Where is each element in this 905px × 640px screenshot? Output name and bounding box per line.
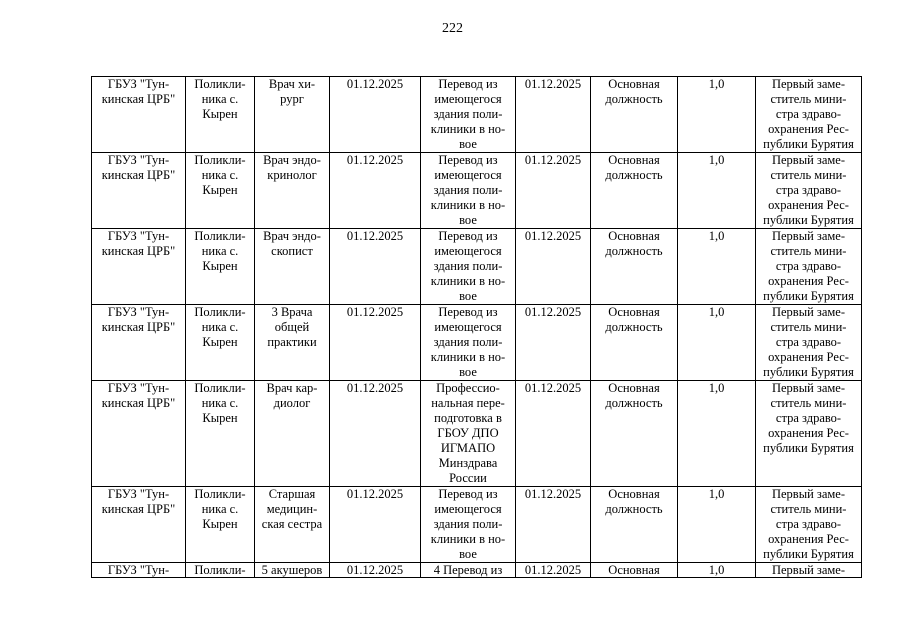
cell-line: публики Бурятия	[763, 441, 854, 455]
cell-line: ника с.	[201, 502, 239, 516]
cell-line: ститель мини-	[770, 396, 847, 410]
cell-line: 01.12.2025	[346, 153, 404, 167]
source-cell	[421, 381, 516, 487]
cell-line: Поликли-	[194, 305, 246, 319]
table-row	[92, 153, 862, 229]
cell-line: ГБУЗ "Тун-	[107, 77, 170, 91]
end-date-cell	[516, 77, 591, 153]
cell-line: Первый заме-	[771, 77, 846, 91]
cell-line: Перевод из	[438, 153, 498, 167]
cell-line: 01.12.2025	[524, 381, 582, 395]
rate-cell	[678, 77, 756, 153]
cell-line: Основная	[608, 77, 660, 91]
cell-line: ГБУЗ "Тун-	[107, 305, 170, 319]
unit-cell	[186, 381, 255, 487]
position-cell	[255, 305, 330, 381]
cell-line: 01.12.2025	[524, 229, 582, 243]
cell-line: Первый заме-	[771, 153, 846, 167]
cell-line: ИГМАПО	[440, 441, 496, 455]
cell-line: публики Бурятия	[763, 213, 854, 227]
cell-line: вое	[459, 213, 477, 227]
cell-line: Поликли-	[194, 153, 246, 167]
cell-line: Кырен	[202, 183, 238, 197]
cell-line: Поликли-	[194, 381, 246, 395]
cell-line: публики Бурятия	[763, 547, 854, 561]
job-type-cell	[591, 77, 678, 153]
responsible-cell	[756, 381, 862, 487]
cell-line: Основная	[608, 229, 660, 243]
cell-line: подготовка в	[434, 411, 502, 425]
organization-cell	[92, 381, 186, 487]
unit-cell	[186, 563, 255, 578]
unit-cell	[186, 487, 255, 563]
rate-cell	[678, 153, 756, 229]
cell-line: публики Бурятия	[763, 137, 854, 151]
cell-line: 1,0	[708, 563, 725, 577]
table-row	[92, 305, 862, 381]
start-date-cell	[330, 305, 421, 381]
organization-cell	[92, 77, 186, 153]
cell-line: Первый заме-	[771, 305, 846, 319]
cell-line: кинская ЦРБ"	[101, 396, 176, 410]
cell-line: 01.12.2025	[524, 487, 582, 501]
job-type-cell	[591, 381, 678, 487]
cell-line: 01.12.2025	[346, 305, 404, 319]
responsible-cell	[756, 77, 862, 153]
cell-line: имеющегося	[434, 244, 502, 258]
cell-line: здания поли-	[433, 107, 503, 121]
end-date-cell	[516, 153, 591, 229]
position-cell	[255, 487, 330, 563]
responsible-cell	[756, 153, 862, 229]
cell-line: должность	[605, 396, 663, 410]
cell-line: должность	[605, 168, 663, 182]
responsible-cell	[756, 563, 862, 578]
position-cell	[255, 381, 330, 487]
organization-cell	[92, 153, 186, 229]
start-date-cell	[330, 487, 421, 563]
cell-line: Старшая	[268, 487, 316, 501]
cell-line: ститель мини-	[770, 92, 847, 106]
organization-cell	[92, 563, 186, 578]
position-cell	[255, 563, 330, 578]
cell-line: 1,0	[708, 305, 725, 319]
rate-cell	[678, 563, 756, 578]
end-date-cell	[516, 305, 591, 381]
table-row	[92, 381, 862, 487]
cell-line: имеющегося	[434, 320, 502, 334]
source-cell	[421, 77, 516, 153]
page-number: 222	[442, 21, 463, 36]
cell-line: стра здраво-	[775, 335, 842, 349]
rate-cell	[678, 381, 756, 487]
start-date-cell	[330, 77, 421, 153]
table-row	[92, 563, 862, 578]
cell-line: Основная	[608, 381, 660, 395]
cell-line: охранения Рес-	[768, 532, 849, 546]
cell-line: медицин-	[266, 502, 318, 516]
cell-line: ГБУЗ "Тун-	[107, 229, 170, 243]
job-type-cell	[591, 153, 678, 229]
cell-line: публики Бурятия	[763, 365, 854, 379]
cell-line: стра здраво-	[775, 517, 842, 531]
cell-line: клиники в но-	[430, 350, 506, 364]
cell-line: 1,0	[708, 381, 725, 395]
cell-line: ника с.	[201, 320, 239, 334]
cell-line: ника с.	[201, 244, 239, 258]
cell-line: Перевод из	[438, 487, 498, 501]
cell-line: Кырен	[202, 517, 238, 531]
cell-line: Основная	[608, 563, 660, 577]
cell-line: стра здраво-	[775, 183, 842, 197]
cell-line: 01.12.2025	[524, 153, 582, 167]
cell-line: вое	[459, 365, 477, 379]
unit-cell	[186, 153, 255, 229]
end-date-cell	[516, 487, 591, 563]
cell-line: ститель мини-	[770, 168, 847, 182]
cell-line: кинская ЦРБ"	[101, 92, 176, 106]
cell-line: 01.12.2025	[346, 77, 404, 91]
cell-line: стра здраво-	[775, 107, 842, 121]
cell-line: стра здраво-	[775, 411, 842, 425]
cell-line: охранения Рес-	[768, 426, 849, 440]
cell-line: вое	[459, 137, 477, 151]
cell-line: вое	[459, 547, 477, 561]
organization-cell	[92, 305, 186, 381]
cell-line: Первый заме-	[771, 487, 846, 501]
cell-line: Основная	[608, 305, 660, 319]
cell-line: Перевод из	[438, 77, 498, 91]
rate-cell	[678, 305, 756, 381]
unit-cell	[186, 77, 255, 153]
cell-line: Поликли-	[194, 487, 246, 501]
cell-line: ГБУЗ "Тун-	[107, 153, 170, 167]
start-date-cell	[330, 381, 421, 487]
cell-line: общей	[274, 320, 310, 334]
cell-line: 5 акушеров	[261, 563, 323, 577]
cell-line: Профессио-	[436, 381, 500, 395]
cell-line: практики	[267, 335, 317, 349]
cell-line: клиники в но-	[430, 122, 506, 136]
position-cell	[255, 77, 330, 153]
cell-line: рург	[280, 92, 304, 106]
cell-line: 3 Врача	[271, 305, 313, 319]
cell-line: 1,0	[708, 77, 725, 91]
source-cell	[421, 153, 516, 229]
cell-line: должность	[605, 320, 663, 334]
responsible-cell	[756, 487, 862, 563]
cell-line: кинская ЦРБ"	[101, 244, 176, 258]
cell-line: должность	[605, 92, 663, 106]
cell-line: должность	[605, 244, 663, 258]
cell-line: здания поли-	[433, 183, 503, 197]
rate-cell	[678, 487, 756, 563]
cell-line: скопист	[271, 244, 313, 258]
cell-line: 01.12.2025	[524, 77, 582, 91]
cell-line: клиники в но-	[430, 532, 506, 546]
job-type-cell	[591, 229, 678, 305]
organization-cell	[92, 229, 186, 305]
cell-line: ГБУЗ "Тун-	[107, 381, 170, 395]
cell-line: имеющегося	[434, 92, 502, 106]
cell-line: ститель мини-	[770, 244, 847, 258]
table-body	[92, 77, 862, 578]
cell-line: ГБУЗ "Тун-	[107, 563, 170, 577]
cell-line: ГБОУ ДПО	[437, 426, 499, 440]
cell-line: Первый заме-	[771, 563, 846, 577]
table-row	[92, 487, 862, 563]
responsible-cell	[756, 229, 862, 305]
job-type-cell	[591, 305, 678, 381]
cell-line: Врач хи-	[268, 77, 316, 91]
cell-line: имеющегося	[434, 168, 502, 182]
cell-line: 01.12.2025	[346, 229, 404, 243]
cell-line: стра здраво-	[775, 259, 842, 273]
cell-line: 01.12.2025	[524, 563, 582, 577]
job-type-cell	[591, 563, 678, 578]
cell-line: 1,0	[708, 229, 725, 243]
cell-line: Кырен	[202, 411, 238, 425]
cell-line: Перевод из	[438, 305, 498, 319]
cell-line: ника с.	[201, 92, 239, 106]
cell-line: здания поли-	[433, 259, 503, 273]
cell-line: кинская ЦРБ"	[101, 168, 176, 182]
cell-line: 01.12.2025	[346, 563, 404, 577]
cell-line: здания поли-	[433, 517, 503, 531]
cell-line: охранения Рес-	[768, 198, 849, 212]
cell-line: Первый заме-	[771, 381, 846, 395]
cell-line: 4 Перевод из	[433, 563, 503, 577]
cell-line: охранения Рес-	[768, 122, 849, 136]
end-date-cell	[516, 229, 591, 305]
unit-cell	[186, 305, 255, 381]
position-cell	[255, 153, 330, 229]
table-row	[92, 77, 862, 153]
cell-line: 01.12.2025	[524, 305, 582, 319]
cell-line: клиники в но-	[430, 198, 506, 212]
staff-table	[91, 76, 862, 578]
cell-line: Перевод из	[438, 229, 498, 243]
cell-line: Кырен	[202, 107, 238, 121]
cell-line: 01.12.2025	[346, 381, 404, 395]
job-type-cell	[591, 487, 678, 563]
cell-line: Минздрава	[438, 456, 498, 470]
responsible-cell	[756, 305, 862, 381]
table-row	[92, 229, 862, 305]
start-date-cell	[330, 229, 421, 305]
cell-line: охранения Рес-	[768, 274, 849, 288]
cell-line: Поликли-	[194, 77, 246, 91]
cell-line: должность	[605, 502, 663, 516]
cell-line: Основная	[608, 153, 660, 167]
cell-line: ГБУЗ "Тун-	[107, 487, 170, 501]
cell-line: ника с.	[201, 168, 239, 182]
cell-line: клиники в но-	[430, 274, 506, 288]
cell-line: имеющегося	[434, 502, 502, 516]
cell-line: Первый заме-	[771, 229, 846, 243]
position-cell	[255, 229, 330, 305]
cell-line: Основная	[608, 487, 660, 501]
organization-cell	[92, 487, 186, 563]
cell-line: ника с.	[201, 396, 239, 410]
cell-line: Поликли-	[194, 229, 246, 243]
cell-line: 1,0	[708, 153, 725, 167]
cell-line: 01.12.2025	[346, 487, 404, 501]
cell-line: 1,0	[708, 487, 725, 501]
source-cell	[421, 305, 516, 381]
cell-line: Поликли-	[194, 563, 246, 577]
source-cell	[421, 563, 516, 578]
cell-line: охранения Рес-	[768, 350, 849, 364]
end-date-cell	[516, 381, 591, 487]
cell-line: Врач эндо-	[263, 229, 321, 243]
cell-line: кинская ЦРБ"	[101, 320, 176, 334]
cell-line: кринолог	[267, 168, 317, 182]
cell-line: вое	[459, 289, 477, 303]
rate-cell	[678, 229, 756, 305]
cell-line: ститель мини-	[770, 320, 847, 334]
unit-cell	[186, 229, 255, 305]
cell-line: ская сестра	[261, 517, 323, 531]
cell-line: кинская ЦРБ"	[101, 502, 176, 516]
end-date-cell	[516, 563, 591, 578]
cell-line: диолог	[273, 396, 311, 410]
source-cell	[421, 487, 516, 563]
cell-line: Кырен	[202, 259, 238, 273]
cell-line: публики Бурятия	[763, 289, 854, 303]
source-cell	[421, 229, 516, 305]
cell-line: нальная пере-	[431, 396, 505, 410]
start-date-cell	[330, 153, 421, 229]
cell-line: Кырен	[202, 335, 238, 349]
cell-line: Врач эндо-	[263, 153, 321, 167]
cell-line: ститель мини-	[770, 502, 847, 516]
cell-line: России	[449, 471, 487, 485]
cell-line: Врач кар-	[266, 381, 318, 395]
cell-line: здания поли-	[433, 335, 503, 349]
start-date-cell	[330, 563, 421, 578]
